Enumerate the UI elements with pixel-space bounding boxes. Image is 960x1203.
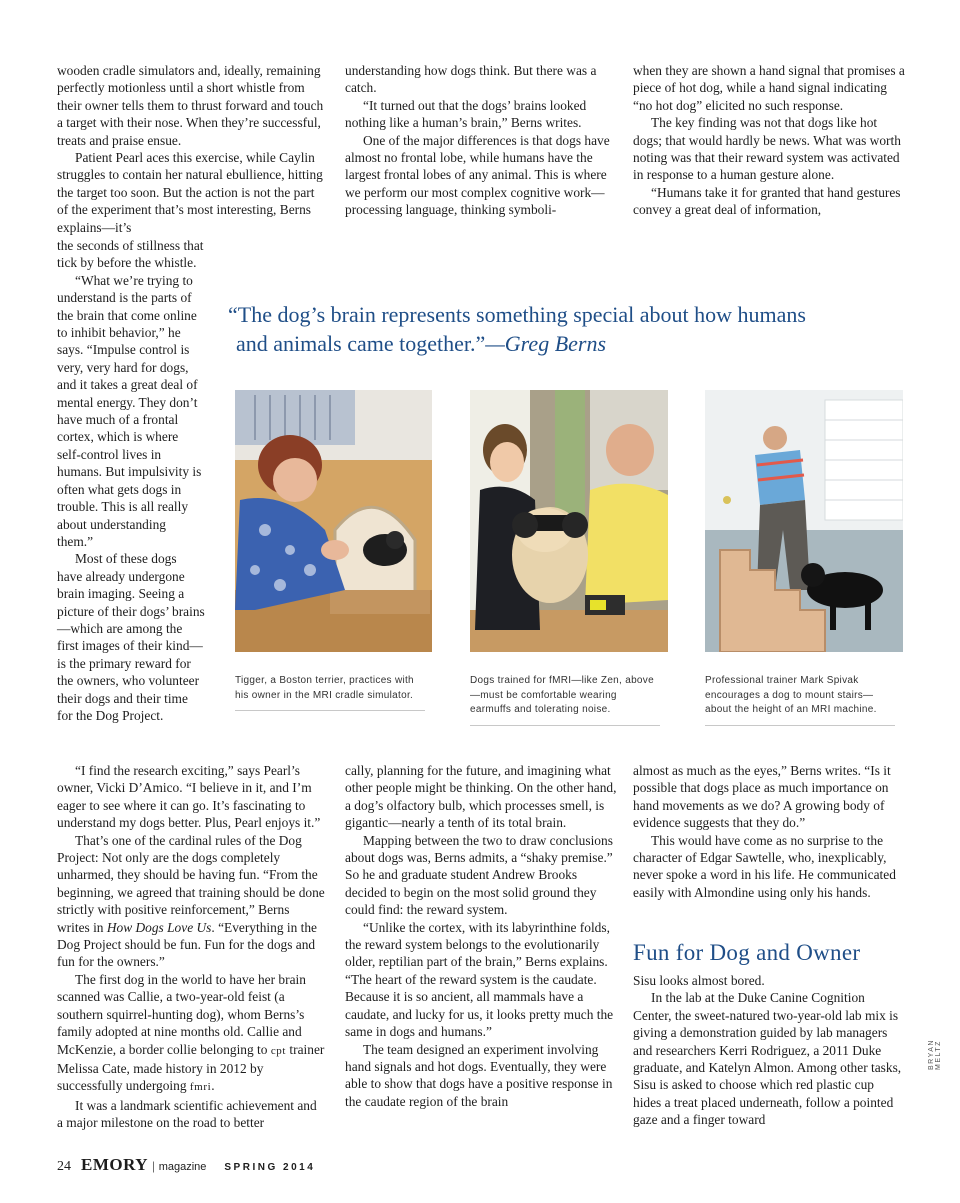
- paragraph: Most of these dogs have already undergone brain imaging. Seeing a picture of their dogs’ brains—which are among the first images of their kind—is the primary reward for the owners, who volunteer their dogs and their time for the Dog Project.: [57, 551, 205, 723]
- pull-quote-line-2: [228, 329, 918, 358]
- text-span: The first dog in the world to have her brain scanned was Callie, a two-year-old feist (a southern squirrel-hunting dog), whom Berns’s family adopted at nine months old. Callie and McKenzie, a border collie belonging to: [57, 971, 306, 1057]
- abbreviation-cpt: cpt: [270, 1044, 287, 1057]
- page-number: 24: [57, 1159, 71, 1174]
- paragraph: the seconds of stillness that tick by before the whistle.: [57, 238, 204, 271]
- pull-quote: [228, 300, 918, 358]
- paragraph: In the lab at the Duke Canine Cognition Center, the sweet-natured two-year-old lab mix is giving a demonstration guided by lab managers and researchers Kerri Rodriguez, a 2011 Duke graduate, and Katelyn Almon. Among other tasks, Sisu is asked to choose which red plastic cup hides a treat placed underneath, follow a pointed gaze and a finger toward: [633, 990, 902, 1128]
- pull-quote-text: and animals came together.”: [236, 331, 486, 356]
- article-column-c-top: [633, 62, 905, 219]
- article-column-a-bottom: [57, 762, 325, 1132]
- paragraph: The key finding was not that dogs like hot dogs; that would hardly be news. What was worth noting was that their reward system was activated in response to a human gesture alone.: [633, 115, 901, 183]
- magazine-label: magazine: [158, 1161, 207, 1173]
- paragraph: cally, planning for the future, and imagining what other people might be thinking. On the other hand, a dog’s olfactory bulb, which processes smell, is gigantic—nearly a tenth of its total brain.: [345, 763, 617, 831]
- text-span: .: [211, 1078, 215, 1094]
- paragraph: [57, 971, 325, 1097]
- paragraph: [57, 832, 325, 971]
- footer-separator: |: [152, 1158, 155, 1173]
- paragraph: “I find the research exciting,” says Pearl’s owner, Vicki D’Amico. “I believe in it, and I’m eager to see where it can go. It’s fascinating to understand my dogs better. Plus, Pearl enjoys it.”: [57, 763, 321, 831]
- article-column-b-top: [345, 62, 617, 219]
- article-column-c-section: [633, 972, 905, 1129]
- photo-caption: Dogs trained for fMRI—like Zen, above—must be comfortable wearing earmuffs and tolerating noise.: [470, 674, 660, 726]
- article-column-a-narrow: [57, 237, 205, 724]
- trainer-with-dog-stairs-photo: [705, 390, 903, 652]
- paragraph: when they are shown a hand signal that promises a piece of hot dog, while a hand signal indicating “no hot dog” elicited no such response.: [633, 63, 905, 113]
- woman-with-terrier-photo: [235, 390, 432, 652]
- book-title: How Dogs Love Us: [106, 919, 212, 935]
- paragraph: “Unlike the cortex, with its labyrinthine folds, the reward system belongs to the evolutionarily older, reptilian part of the brain,” Berns explains. “The heart of the reward system is the caudate. Because it is so ancient, all mammals have a caudate, and lucky for us, it looks pretty much the same in dogs and humans.”: [345, 919, 614, 1040]
- paragraph: understanding how dogs think. But there was a catch.: [345, 63, 597, 96]
- section-heading: Fun for Dog and Owner: [633, 940, 861, 965]
- text-span: trainer Melissa Cate, made history in 2012 by successfully undergoing: [57, 1041, 325, 1094]
- text-span: . “Everything in the Dog Project should be fun. Fun for the dogs and fun for the owners.”: [57, 919, 317, 970]
- paragraph: It was a landmark scientific achievement and a major milestone on the road to better: [57, 1097, 317, 1131]
- paragraph: The team designed an experiment involving hand signals and hot dogs. Eventually, they were able to show that dogs have a positive response in the caudate region of the brain: [345, 1041, 613, 1109]
- paragraph: “What we’re trying to understand is the parts of the brain that come online to inhibit behavior,” he says. “Impulse control is very, very hard for dogs, and it takes a great deal of mental energy. They don’t have much of a frontal cortex, which is where self-control lives in humans. But impulsivity is often what gets dogs in trouble. This is all really about understanding them.”: [57, 272, 202, 549]
- paragraph: “Humans take it for granted that hand gestures convey a great deal of information,: [633, 184, 901, 218]
- pull-quote-line-1: “The dog’s brain represents something special about how humans: [228, 302, 806, 327]
- paragraph: Sisu looks almost bored.: [633, 973, 765, 988]
- article-column-b-bottom: [345, 762, 617, 1110]
- text-span: That’s one of the cardinal rules of the Dog Project: Not only are the dogs completely unharmed, they should be having fun. “From the beginning, we agreed that training should be done strictly with positive reinforcement,” Berns writes in: [57, 832, 325, 935]
- photo-caption: Professional trainer Mark Spivak encourages a dog to mount stairs—about the height of an MRI machine.: [705, 674, 895, 726]
- paragraph: wooden cradle simulators and, ideally, remaining perfectly motionless until a short whistle from their owner tells them to thrust forward and touch a target with their nose. When they’re successful, treats and praise ensue.: [57, 63, 324, 148]
- paragraph: This would have come as no surprise to the character of Edgar Sawtelle, who, inexplicably, never spoke a word in his life. He communicated easily with Almondine using only his hands.: [633, 832, 896, 900]
- photo-caption: Tigger, a Boston terrier, practices with his owner in the MRI cradle simulator.: [235, 674, 425, 711]
- paragraph: Mapping between the two to draw conclusions about dogs was, Berns admits, a “shaky premise.” So he and graduate student Andrew Brooks decided to begin on the most solid ground they could find: the reward system.: [345, 832, 613, 918]
- pull-quote-attribution: —Greg Berns: [485, 331, 607, 356]
- abbreviation-fmri: fmri: [189, 1081, 212, 1094]
- photo-credit: BRYAN MELTZ: [928, 1039, 942, 1070]
- issue-season: SPRING 2014: [224, 1162, 316, 1173]
- magazine-brand: EMORY: [81, 1155, 149, 1174]
- paragraph: Patient Pearl aces this exercise, while Caylin struggles to contain her natural ebullience, hitting the target too soon. But the action is not the part of the experiment that’s most interesting, Berns explains—it’s: [57, 150, 323, 235]
- paragraph: “It turned out that the dogs’ brains looked nothing like a human’s brain,” Berns writes.: [345, 97, 587, 131]
- dog-with-earmuffs-photo: [470, 390, 668, 652]
- paragraph: almost as much as the eyes,” Berns writes. “Is it possible that dogs place as much importance on hand movements as we do? A growing body of evidence suggests that they do.”: [633, 763, 891, 831]
- paragraph: One of the major differences is that dogs have almost no frontal lobe, while humans have the largest frontal lobes of any animal. This is where we perform our most complex cognitive work—processing language, thinking symboli-: [345, 132, 610, 218]
- page-footer: [57, 1155, 315, 1175]
- article-column-c-bottom: [633, 762, 905, 901]
- article-column-a-top: [57, 62, 325, 236]
